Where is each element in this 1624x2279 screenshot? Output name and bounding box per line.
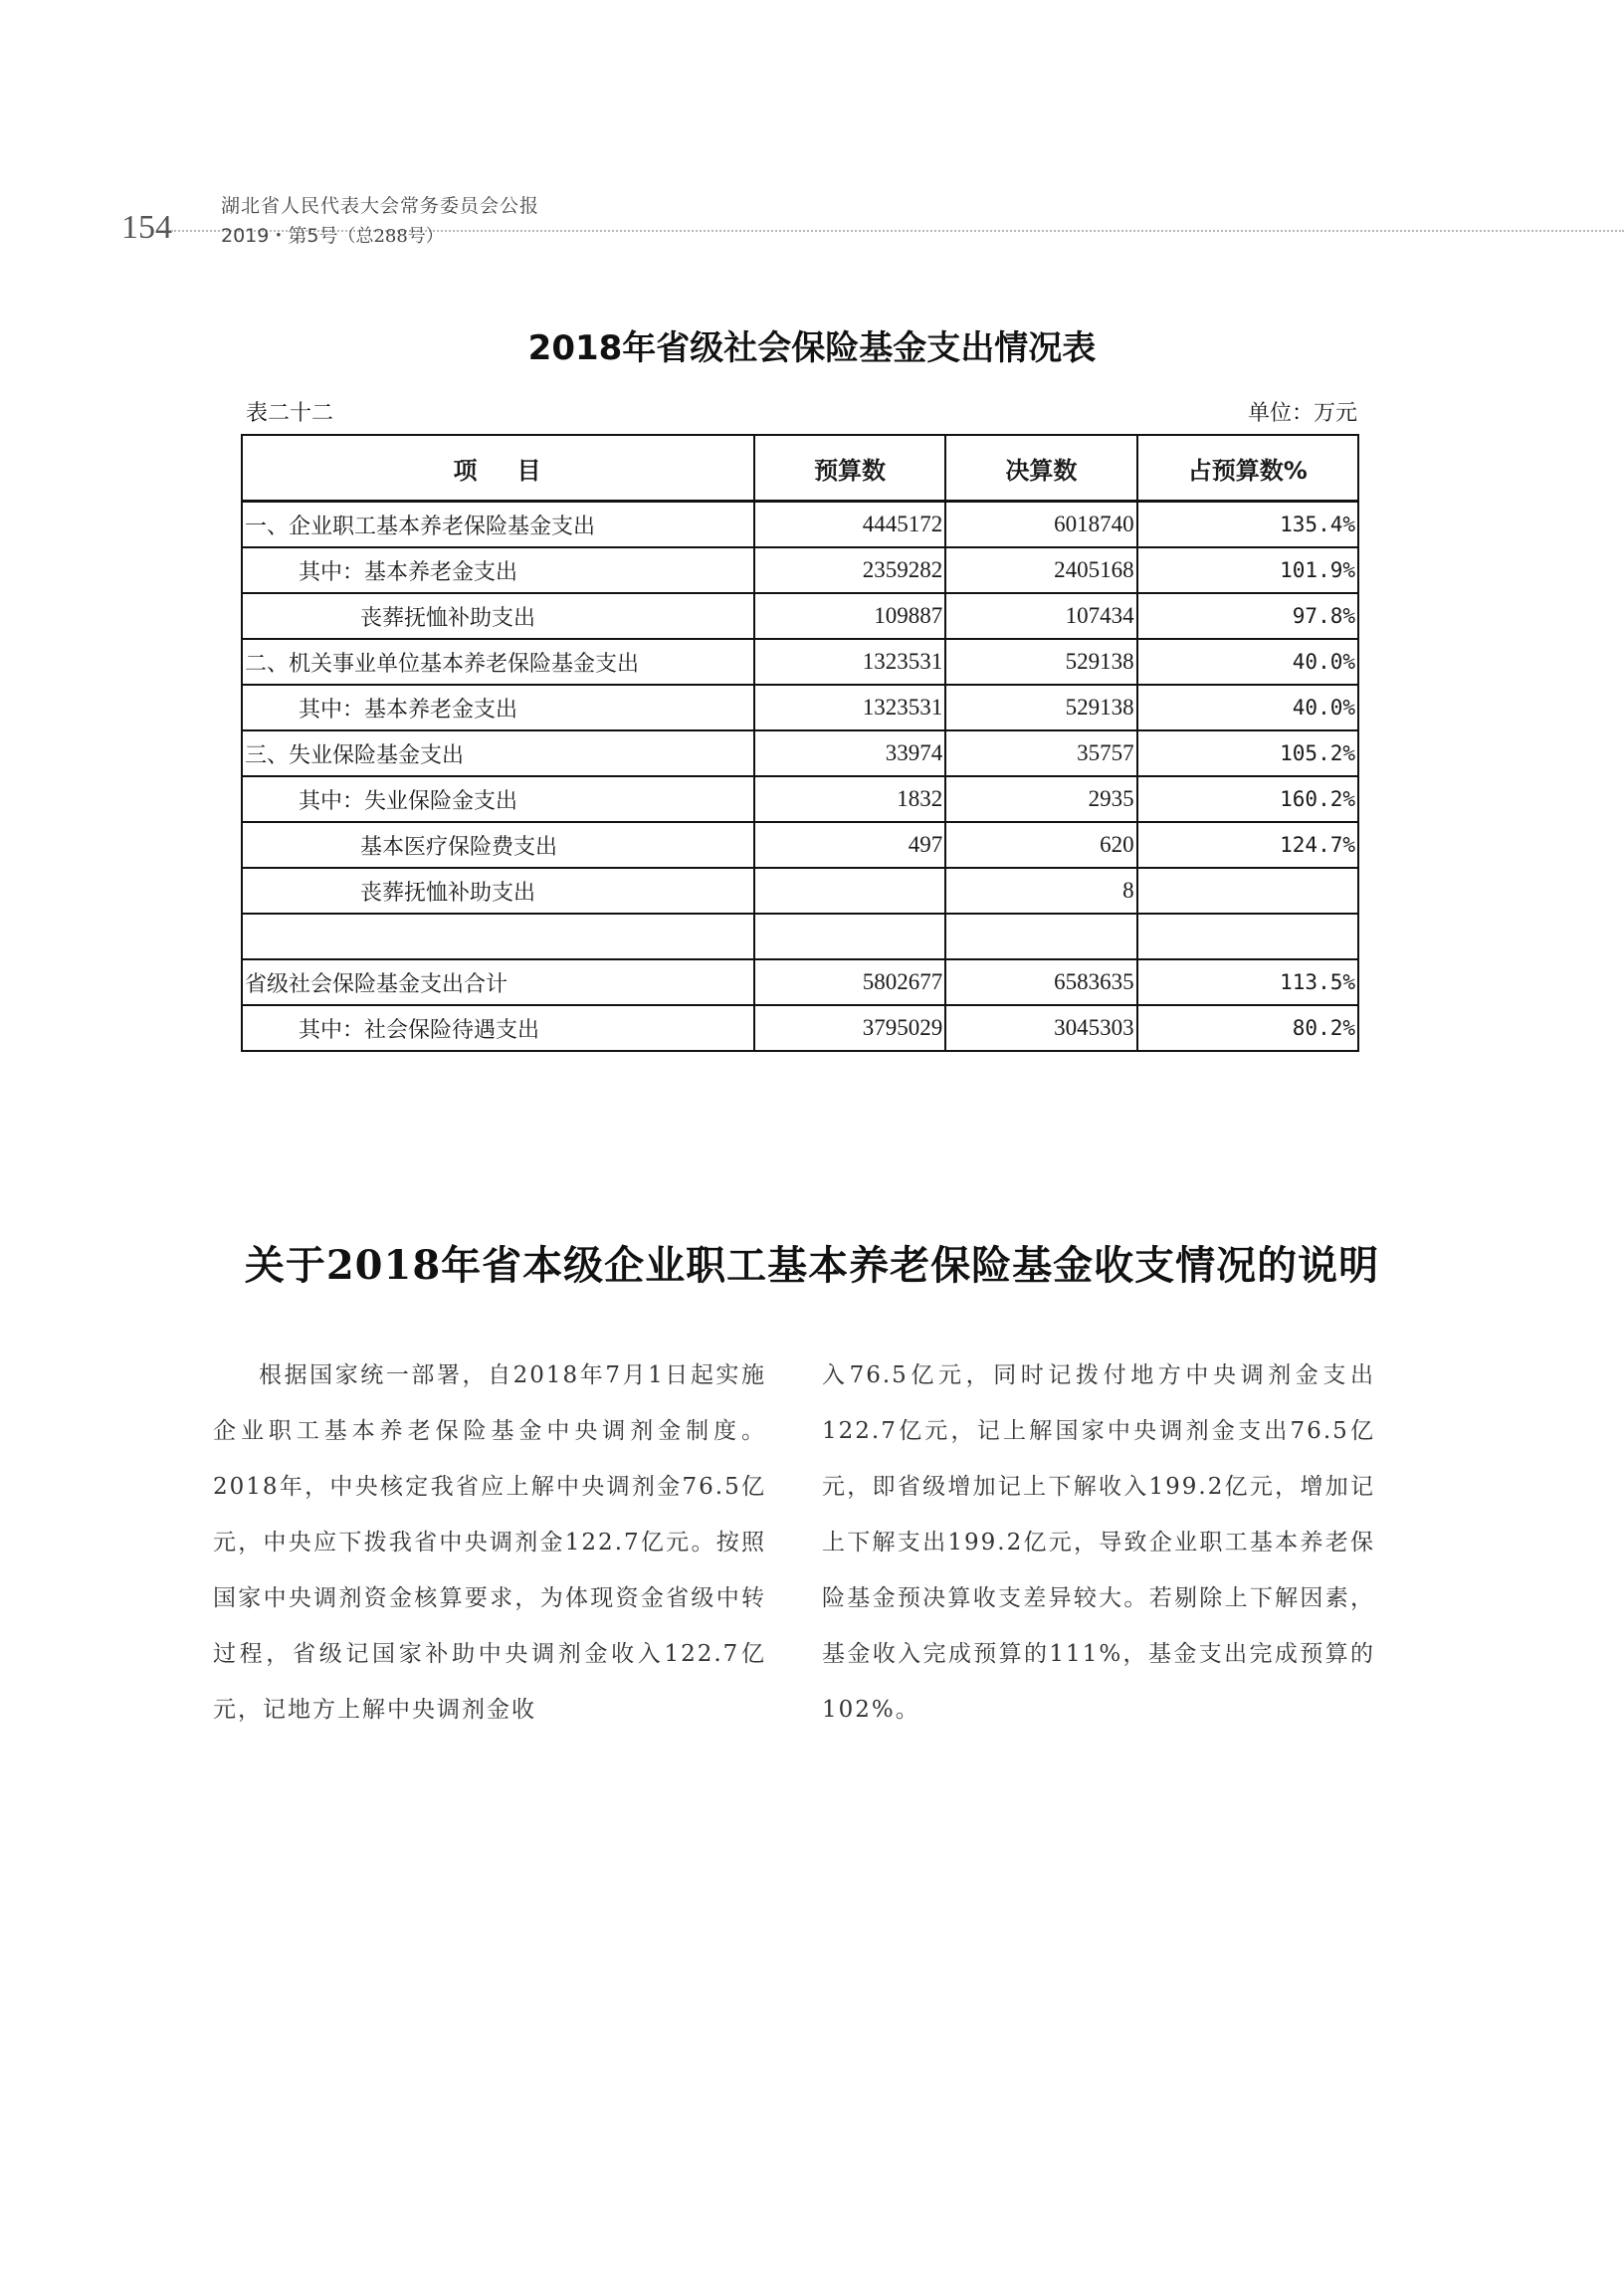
article-title: 关于2018年省本级企业职工基本养老保险基金收支情况的说明 xyxy=(244,1242,1380,1289)
article-paragraph-left: 根据国家统一部署，自2018年7月1日起实施企业职工基本养老保险基金中央调剂金制度。2018年，中央核定我省应上解中央调剂金76.5亿元，中央应下拨我省中央调剂金122.7亿元。按照国家中央调剂资金核算要求，为体现资金省级中转过程，省级记国家补助中央调剂金收入122.7亿元，记地方上解中央调剂金收 xyxy=(213,1362,766,1723)
cell-percent xyxy=(1137,868,1358,914)
cell-item xyxy=(242,914,754,959)
table-row xyxy=(242,959,1358,1005)
cell-item: 丧葬抚恤补助支出 xyxy=(242,593,754,639)
column-header-budget: 预算数 xyxy=(754,435,945,502)
table-row xyxy=(242,593,1358,639)
cell-item: 三、失业保险基金支出 xyxy=(242,730,754,776)
cell-item: 其中：失业保险金支出 xyxy=(242,776,754,822)
table-row xyxy=(242,914,1358,959)
cell-item: 丧葬抚恤补助支出 xyxy=(242,868,754,914)
cell-item: 二、机关事业单位基本养老保险基金支出 xyxy=(242,639,754,685)
cell-budget: 497 xyxy=(754,822,945,868)
cell-final: 6018740 xyxy=(945,502,1136,548)
cell-item: 其中：基本养老金支出 xyxy=(242,547,754,593)
cell-final: 2935 xyxy=(945,776,1136,822)
column-header-final: 决算数 xyxy=(945,435,1136,502)
cell-budget xyxy=(754,914,945,959)
cell-percent: 101.9% xyxy=(1137,547,1358,593)
cell-final: 6583635 xyxy=(945,959,1136,1005)
article-column-left xyxy=(213,1347,766,1738)
cell-final: 620 xyxy=(945,822,1136,868)
column-header-percent: 占预算数% xyxy=(1137,435,1358,502)
cell-final: 529138 xyxy=(945,685,1136,730)
cell-percent xyxy=(1137,914,1358,959)
cell-percent: 105.2% xyxy=(1137,730,1358,776)
cell-final: 107434 xyxy=(945,593,1136,639)
table-unit: 单位：万元 xyxy=(1247,401,1357,426)
cell-budget: 3795029 xyxy=(754,1005,945,1051)
issue-main: 2019・第5号 xyxy=(221,225,338,247)
article-body xyxy=(213,1347,1375,1738)
cell-final: 2405168 xyxy=(945,547,1136,593)
issue-total: （总288号） xyxy=(337,226,444,247)
cell-budget xyxy=(754,868,945,914)
cell-percent: 135.4% xyxy=(1137,502,1358,548)
cell-budget: 33974 xyxy=(754,730,945,776)
column-header-item: 项目 xyxy=(242,435,754,502)
cell-budget: 109887 xyxy=(754,593,945,639)
cell-percent: 113.5% xyxy=(1137,959,1358,1005)
table-row xyxy=(242,1005,1358,1051)
page-number: 154 xyxy=(121,209,172,246)
table-row xyxy=(242,639,1358,685)
cell-budget: 2359282 xyxy=(754,547,945,593)
table-body xyxy=(242,502,1358,1052)
table-row xyxy=(242,685,1358,730)
cell-percent: 40.0% xyxy=(1137,639,1358,685)
cell-final: 35757 xyxy=(945,730,1136,776)
cell-budget: 5802677 xyxy=(754,959,945,1005)
table-row xyxy=(242,730,1358,776)
issue-line xyxy=(221,221,539,252)
cell-budget: 4445172 xyxy=(754,502,945,548)
cell-item: 一、企业职工基本养老保险基金支出 xyxy=(242,502,754,548)
cell-final: 3045303 xyxy=(945,1005,1136,1051)
article-column-right xyxy=(822,1347,1375,1738)
cell-budget: 1323531 xyxy=(754,639,945,685)
fund-expenditure-table xyxy=(241,434,1359,1052)
table-row xyxy=(242,868,1358,914)
cell-percent: 160.2% xyxy=(1137,776,1358,822)
table-header-row xyxy=(242,435,1358,502)
cell-budget: 1323531 xyxy=(754,685,945,730)
cell-percent: 40.0% xyxy=(1137,685,1358,730)
table-row xyxy=(242,547,1358,593)
cell-budget: 1832 xyxy=(754,776,945,822)
cell-final xyxy=(945,914,1136,959)
cell-percent: 80.2% xyxy=(1137,1005,1358,1051)
journal-header xyxy=(221,191,539,252)
cell-final: 8 xyxy=(945,868,1136,914)
table-title: 2018年省级社会保险基金支出情况表 xyxy=(527,328,1097,368)
cell-item: 基本医疗保险费支出 xyxy=(242,822,754,868)
journal-name: 湖北省人民代表大会常务委员会公报 xyxy=(221,195,540,217)
table-row xyxy=(242,502,1358,548)
cell-percent: 97.8% xyxy=(1137,593,1358,639)
table-row xyxy=(242,776,1358,822)
table-row xyxy=(242,822,1358,868)
cell-item: 其中：基本养老金支出 xyxy=(242,685,754,730)
article-paragraph-right: 入76.5亿元，同时记拨付地方中央调剂金支出122.7亿元，记上解国家中央调剂金支出76.5亿元，即省级增加记上下解收入199.2亿元，增加记上下解支出199.2亿元，导致企业职工基本养老保险基金预决算收支差异较大。若剔除上下解因素，基金收入完成预算的111%，基金支出完成预算的102%。 xyxy=(822,1362,1375,1723)
cell-item: 省级社会保险基金支出合计 xyxy=(242,959,754,1005)
cell-final: 529138 xyxy=(945,639,1136,685)
cell-item: 其中：社会保险待遇支出 xyxy=(242,1005,754,1051)
table-number: 表二十二 xyxy=(246,401,334,426)
cell-percent: 124.7% xyxy=(1137,822,1358,868)
